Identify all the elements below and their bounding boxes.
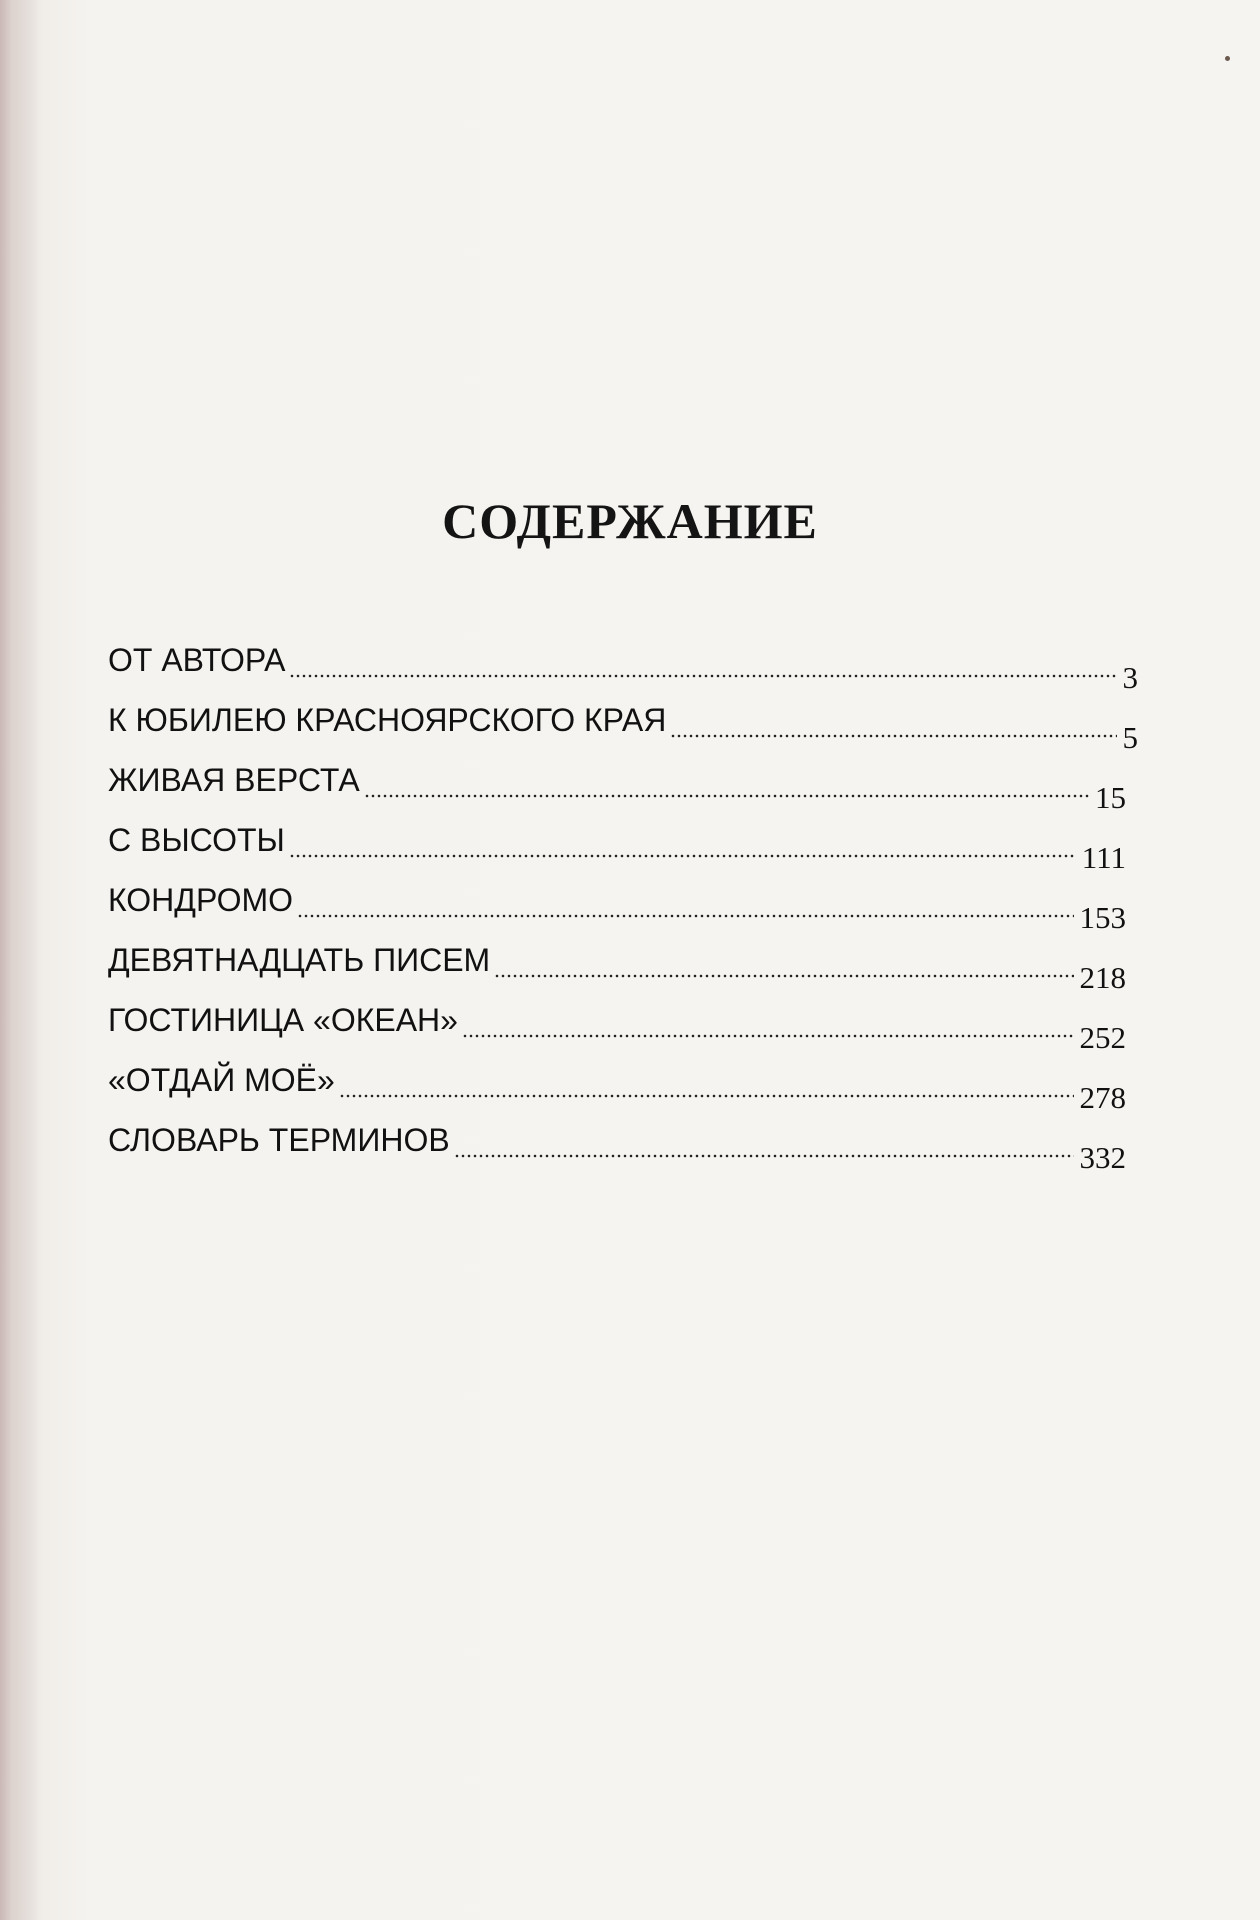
- toc-entry-title: «ОТДАЙ МОЁ»: [108, 1062, 335, 1098]
- spine-shadow: [0, 0, 40, 1920]
- paper-speck: [1225, 56, 1230, 61]
- toc-entry: [108, 868, 1126, 935]
- toc-entry: [108, 628, 1138, 695]
- dot-leader: [494, 974, 1073, 978]
- toc-entry: [108, 1048, 1126, 1115]
- dot-leader: [670, 734, 1116, 738]
- table-of-contents: [108, 628, 1138, 1175]
- toc-entry: [108, 808, 1126, 875]
- dot-leader: [289, 854, 1076, 858]
- toc-entry-title: С ВЫСОТЫ: [108, 822, 285, 858]
- toc-entry: [108, 928, 1126, 995]
- toc-entry-page: 15: [1095, 780, 1126, 815]
- dot-leader: [297, 914, 1073, 918]
- toc-entry-page: 218: [1079, 960, 1126, 995]
- dot-leader: [462, 1034, 1074, 1038]
- toc-entry: [108, 988, 1126, 1055]
- toc-entry: [108, 1108, 1126, 1175]
- toc-entry-page: 278: [1079, 1080, 1126, 1115]
- toc-entry-page: 5: [1122, 720, 1138, 755]
- dot-leader: [289, 674, 1116, 678]
- dot-leader: [364, 794, 1089, 798]
- toc-entry-page: 153: [1079, 900, 1126, 935]
- dot-leader: [454, 1154, 1074, 1158]
- toc-entry-page: 332: [1079, 1140, 1126, 1175]
- toc-entry: [108, 748, 1126, 815]
- toc-entry: [108, 688, 1138, 755]
- toc-entry-title: ГОСТИНИЦА «ОКЕАН»: [108, 1002, 458, 1038]
- toc-entry-page: 252: [1079, 1020, 1126, 1055]
- page-title: СОДЕРЖАНИЕ: [442, 493, 818, 549]
- toc-entry-title: К ЮБИЛЕЮ КРАСНОЯРСКОГО КРАЯ: [108, 702, 667, 738]
- dot-leader: [339, 1094, 1074, 1098]
- toc-entry-title: ДЕВЯТНАДЦАТЬ ПИСЕМ: [108, 942, 491, 978]
- toc-entry-title: СЛОВАРЬ ТЕРМИНОВ: [108, 1122, 450, 1158]
- toc-entry-page: 111: [1081, 840, 1126, 875]
- toc-entry-page: 3: [1122, 660, 1138, 695]
- toc-entry-title: ЖИВАЯ ВЕРСТА: [108, 762, 360, 798]
- toc-entry-title: ОТ АВТОРА: [108, 642, 286, 678]
- toc-entry-title: КОНДРОМО: [108, 882, 294, 918]
